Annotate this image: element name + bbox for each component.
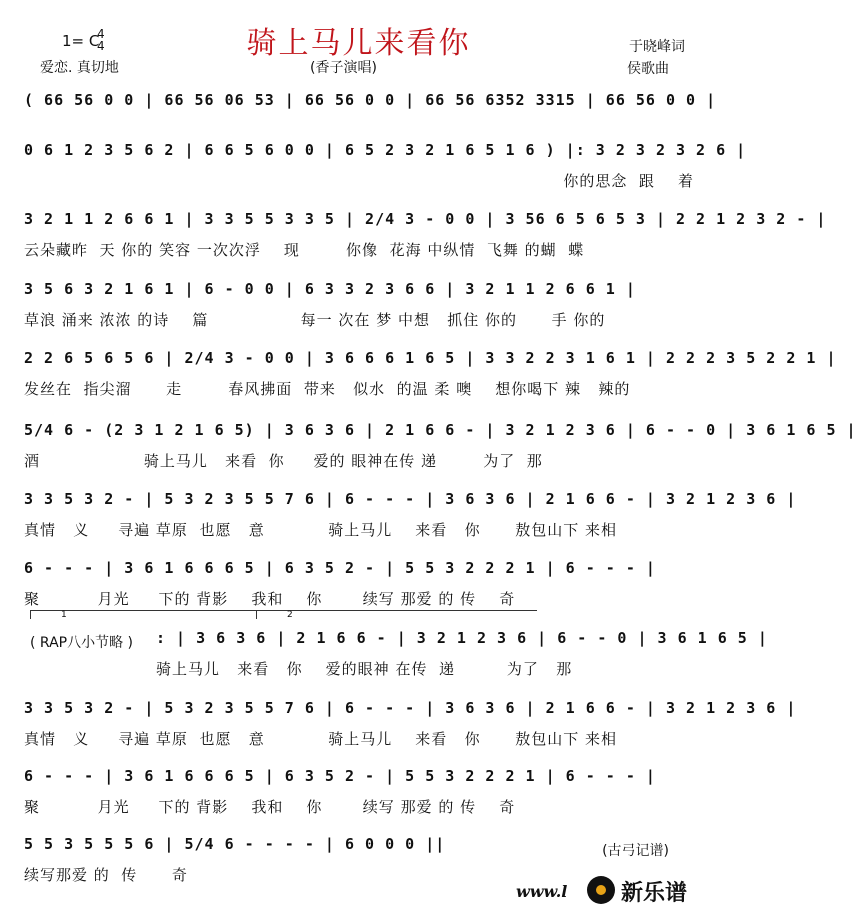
rap-note: ( RAP八小节略 ) bbox=[30, 635, 134, 651]
score-row-8 bbox=[24, 556, 694, 610]
singer: (香子演唱) bbox=[310, 60, 377, 76]
lyric-line: 发丝在 指尖溜 走 春风拂面 带来 似水 的温 柔 噢 想你喝下 辣 辣的 bbox=[24, 380, 631, 398]
song-title: 骑上马儿来看你 bbox=[246, 26, 471, 61]
lyric-line: 草浪 涌来 浓浓 的诗 篇 每一 次在 梦 中想 抓住 你的 手 你的 bbox=[24, 311, 606, 329]
time-top: 4 bbox=[97, 27, 105, 41]
notation-line: : | 3 6 3 6 | 2 1 6 6 - | 3 2 1 2 3 6 | 6 - - 0 | 3 6 1 6 5 | bbox=[156, 629, 768, 647]
lyricist: 于晓峰词 bbox=[629, 39, 685, 55]
time-bottom: 4 bbox=[97, 39, 105, 53]
vinyl-disc-icon bbox=[587, 876, 615, 904]
notation-line: 3 5 6 3 2 1 6 1 | 6 - 0 0 | 6 3 3 2 3 6 6 | 3 2 1 1 2 6 6 1 | bbox=[24, 280, 636, 298]
composer: 侯歌曲 bbox=[627, 61, 669, 77]
notation-line: 3 3 5 3 2 - | 5 3 2 3 5 5 7 6 | 6 - - - | 3 6 3 6 | 2 1 6 6 - | 3 2 1 2 3 6 | bbox=[24, 699, 797, 717]
site-logo bbox=[585, 872, 717, 914]
lyric-line: 聚 月光 下的 背影 我和 你 续写 那爱 的 传 奇 bbox=[24, 590, 516, 608]
score-row-3 bbox=[24, 207, 827, 261]
lyric-line: 真情 义 寻遍 草原 也愿 意 骑上马儿 来看 你 敖包山下 来相 bbox=[24, 521, 617, 539]
lyric-line: 酒 骑上马儿 来看 你 爱的 眼神在传 递 为了 那 bbox=[24, 452, 543, 470]
lyric-line: 云朵藏昨 天 你的 笑容 一次次浮 现 你像 花海 中纵情 飞舞 的蝴 蝶 bbox=[24, 241, 585, 259]
score-row-7 bbox=[24, 487, 797, 541]
lyric-line: 骑上马儿 来看 你 爱的眼神 在传 递 为了 那 bbox=[156, 660, 573, 678]
site-url: www.l bbox=[516, 882, 568, 901]
lyric-line: 你的思念 跟 着 bbox=[563, 172, 694, 190]
score-row-4 bbox=[24, 277, 694, 331]
score-row-11 bbox=[24, 764, 694, 818]
score-row-2 bbox=[24, 138, 747, 192]
notation-line: 2 2 6 5 6 5 6 | 2/4 3 - 0 0 | 3 6 6 6 1 6 5 | 3 3 2 2 3 1 6 1 | 2 2 2 3 5 2 2 1 | bbox=[24, 349, 837, 367]
notation-line: 3 3 5 3 2 - | 5 3 2 3 5 5 7 6 | 6 - - - | 3 6 3 6 | 2 1 6 6 - | 3 2 1 2 3 6 | bbox=[24, 490, 797, 508]
notation-line: 6 - - - | 3 6 1 6 6 6 5 | 6 3 5 2 - | 5 5 3 2 2 2 1 | 6 - - - | bbox=[24, 767, 656, 785]
lyric-line: 续写那爱 的 传 奇 bbox=[24, 866, 188, 884]
key-signature: 1= C bbox=[62, 32, 100, 50]
score-row-6 bbox=[24, 418, 857, 472]
notation-line: 5/4 6 - (2 3 1 2 1 6 5) | 3 6 3 6 | 2 1 6 6 - | 3 2 1 2 3 6 | 6 - - 0 | 3 6 1 6 5 | bbox=[24, 421, 857, 439]
lyric-line: 真情 义 寻遍 草原 也愿 意 骑上马儿 来看 你 敖包山下 来相 bbox=[24, 730, 617, 748]
notation-line: 5 5 3 5 5 5 6 | 5/4 6 - - - - | 6 0 0 0 || bbox=[24, 835, 446, 853]
lyric-line: 聚 月光 下的 背影 我和 你 续写 那爱 的 传 奇 bbox=[24, 798, 516, 816]
volta-bracket-1: 1 bbox=[30, 610, 287, 619]
notation-line: 3 2 1 1 2 6 6 1 | 3 3 5 5 3 3 5 | 2/4 3 - 0 0 | 3 56 6 5 6 5 3 | 2 2 1 2 3 2 - | bbox=[24, 210, 827, 228]
score-row-9 bbox=[156, 626, 768, 680]
transcriber-credit: (古弓记谱) bbox=[602, 843, 669, 859]
score-row-1 bbox=[24, 88, 717, 112]
volta-bracket-2: 2 bbox=[256, 610, 537, 619]
time-signature bbox=[97, 28, 105, 52]
notation-line: 6 - - - | 3 6 1 6 6 6 5 | 6 3 5 2 - | 5 5 3 2 2 2 1 | 6 - - - | bbox=[24, 559, 656, 577]
performance-style: 爱恋. 真切地 bbox=[40, 60, 119, 76]
score-row-5 bbox=[24, 346, 837, 400]
score-row-10 bbox=[24, 696, 797, 750]
notation-line: 0 6 1 2 3 5 6 2 | 6 6 5 6 0 0 | 6 5 2 3 2 1 6 5 1 6 ) |: 3 2 3 2 3 2 6 | bbox=[24, 141, 747, 159]
score-row-12 bbox=[24, 832, 444, 886]
logo-text: 新乐谱 bbox=[621, 881, 688, 906]
notation-line: ( 66 56 0 0 | 66 56 06 53 | 66 56 0 0 | 66 56 6352 3315 | 66 56 0 0 | bbox=[24, 91, 717, 109]
